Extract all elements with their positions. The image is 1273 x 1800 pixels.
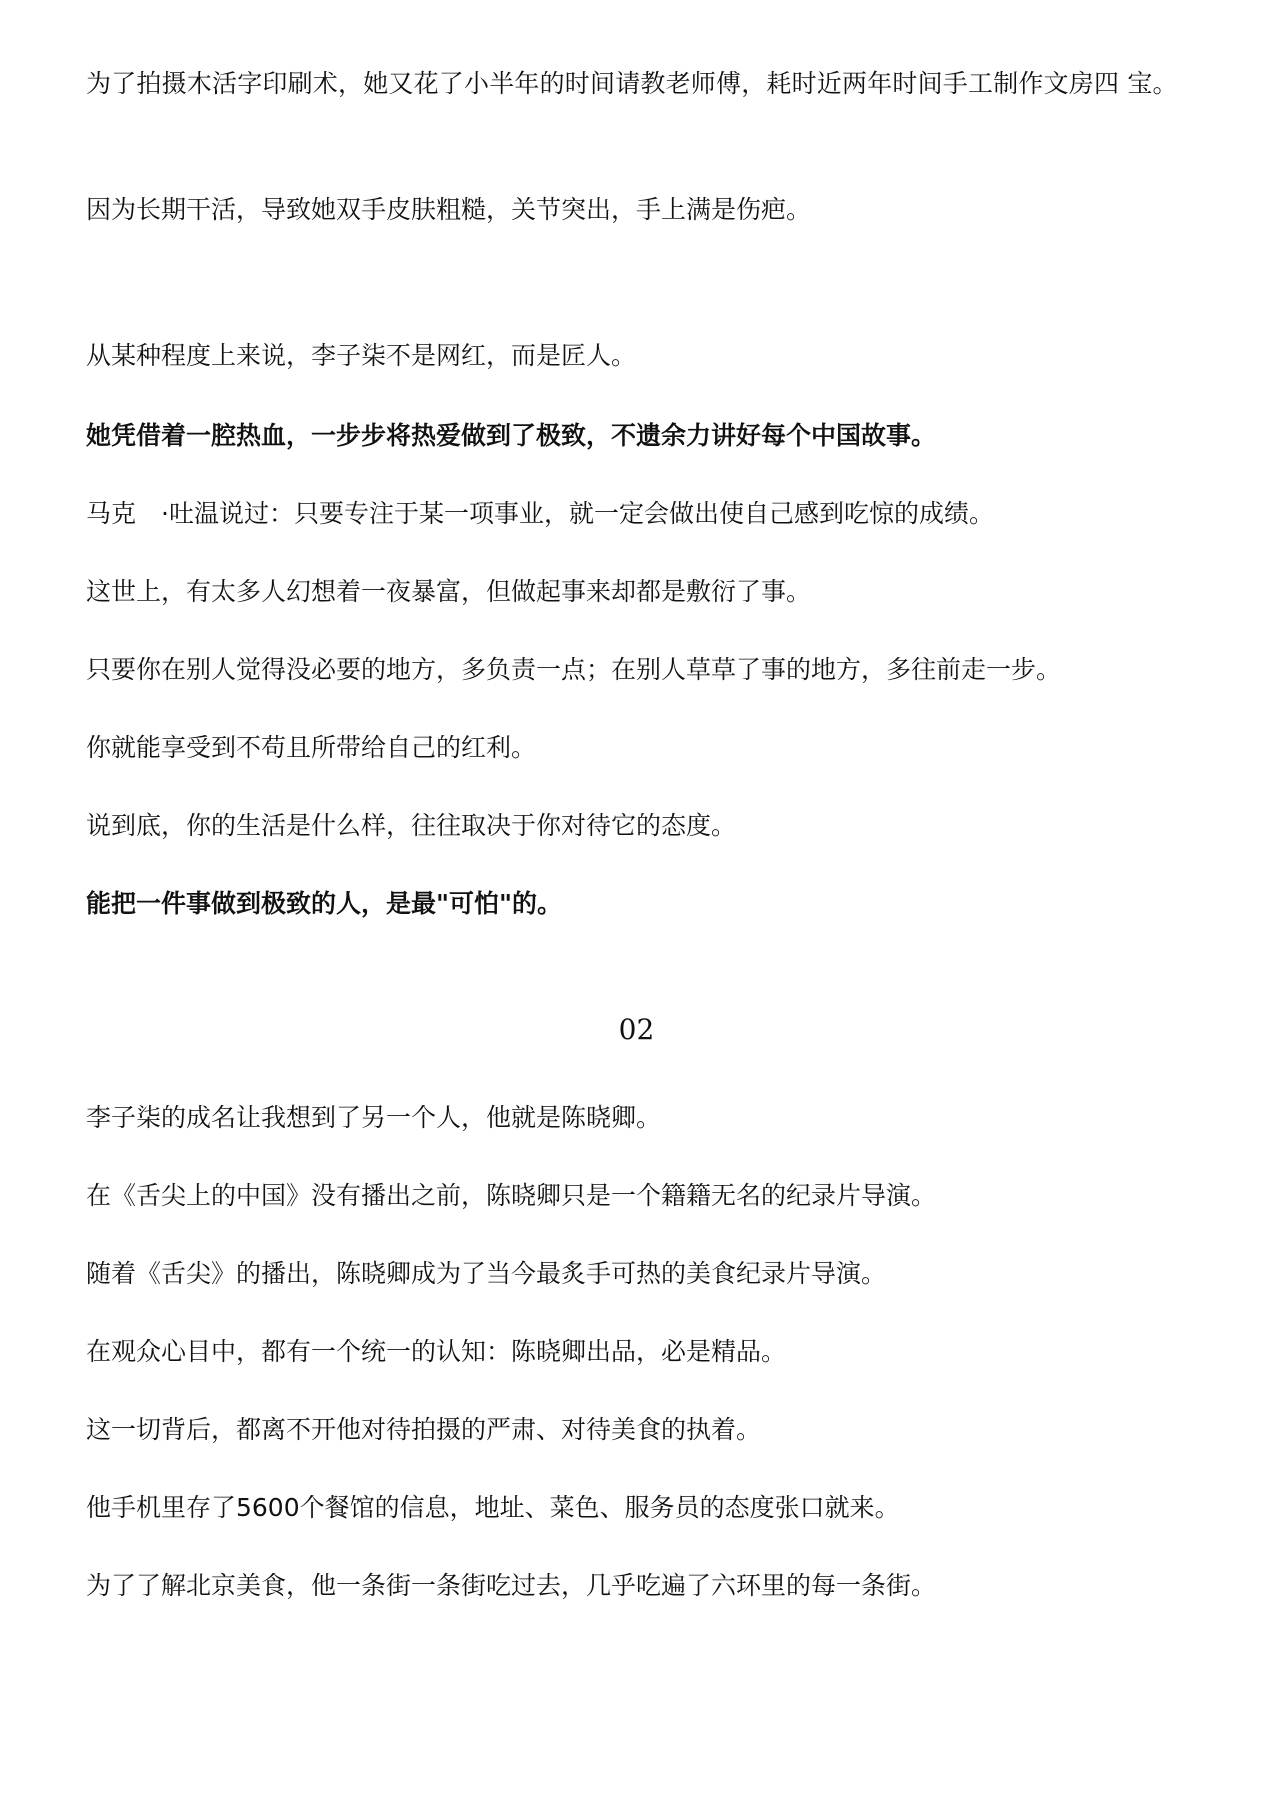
paragraph: 在观众心目中，都有一个统一的认知：陈晓卿出品，必是精品。 bbox=[86, 1337, 787, 1366]
paragraph: 他手机里存了5600个餐馆的信息，地址、菜色、服务员的态度张口就来。 bbox=[86, 1493, 900, 1522]
paragraph: 在《舌尖上的中国》没有播出之前，陈晓卿只是一个籍籍无名的纪录片导演。 bbox=[86, 1181, 937, 1210]
paragraph: 你就能享受到不苟且所带给自己的红利。 bbox=[86, 733, 537, 762]
paragraph: 从某种程度上来说，李子柒不是网红，而是匠人。 bbox=[86, 341, 637, 370]
paragraph: 为了拍摄木活字印刷术，她又花了小半年的时间请教老师傅，耗时近两年时间手工制作文房四 宝。 bbox=[86, 69, 1178, 98]
paragraph: 说到底，你的生活是什么样，往往取决于你对待它的态度。 bbox=[86, 811, 737, 840]
paragraph: 只要你在别人觉得没必要的地方，多负责一点；在别人草草了事的地方，多往前走一步。 bbox=[86, 655, 1062, 684]
paragraph-emphasis: 能把一件事做到极致的人，是最"可怕"的。 bbox=[86, 889, 563, 918]
paragraph: 马克 ·吐温说过：只要专注于某一项事业，就一定会做出使自己感到吃惊的成绩。 bbox=[86, 499, 994, 528]
paragraph: 这一切背后，都离不开他对待拍摄的严肃、对待美食的执着。 bbox=[86, 1415, 762, 1444]
section-number: 02 bbox=[618, 1013, 655, 1046]
paragraph: 李子柒的成名让我想到了另一个人，他就是陈晓卿。 bbox=[86, 1103, 662, 1132]
paragraph: 这世上，有太多人幻想着一夜暴富，但做起事来却都是敷衍了事。 bbox=[86, 577, 812, 606]
paragraph: 因为长期干活，导致她双手皮肤粗糙，关节突出，手上满是伤疤。 bbox=[86, 195, 812, 224]
paragraph: 为了了解北京美食，他一条街一条街吃过去，几乎吃遍了六环里的每一条街。 bbox=[86, 1571, 937, 1600]
paragraph-emphasis: 她凭借着一腔热血，一步步将热爱做到了极致，不遗余力讲好每个中国故事。 bbox=[86, 421, 937, 450]
paragraph: 随着《舌尖》的播出，陈晓卿成为了当今最炙手可热的美食纪录片导演。 bbox=[86, 1259, 887, 1288]
